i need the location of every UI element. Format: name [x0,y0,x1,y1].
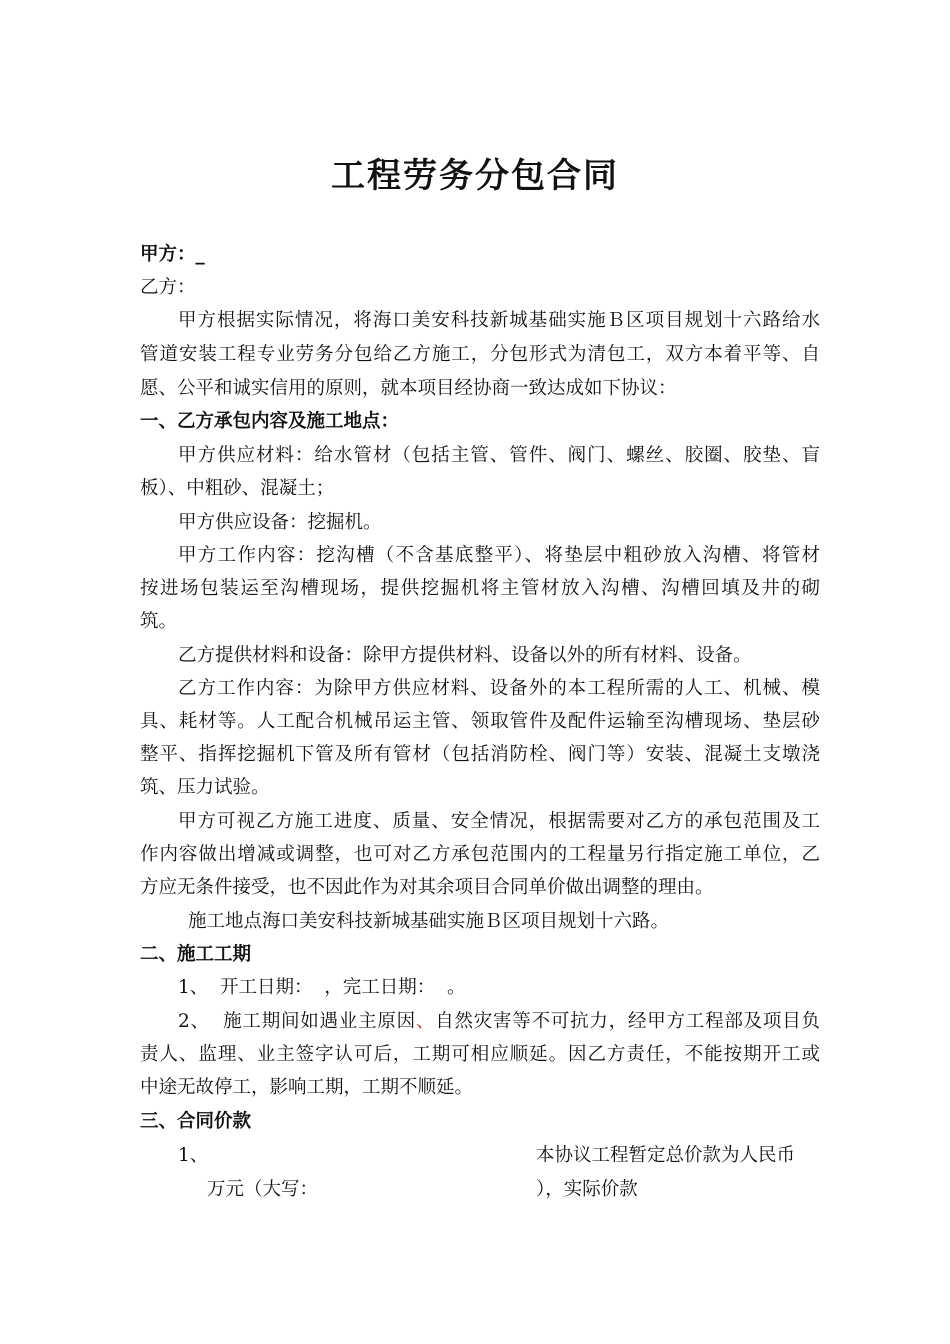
document-title: 工程劳务分包合同 [331,156,619,196]
price-unit-label: 万元（大写： [207,1179,319,1200]
price-item-text: 本协议工程暂定总价款为人民币 [536,1145,796,1166]
b-work-line-3: 整平、指挥挖掘机下管及所有管材（包括消防栓、阀门等）安装、混凝土支墩浇 [140,744,820,765]
intro-line-2: 管道安装工程专业劳务分包给乙方施工，分包形式为清包工，双方本着平等、自 [140,344,820,365]
a-materials-line-1: 甲方供应材料：给水管材（包括主管、管件、阀门、螺丝、胶圈、胶垫、盲 [178,445,820,466]
a-work-line-1: 甲方工作内容：挖沟槽（不含基底整平）、将垫层中粗砂放入沟槽、将管材 [178,545,820,566]
start-end-date-line: 1、 开工日期： ，完工日期： 。 [178,977,466,998]
a-work-line-3: 筑。 [140,611,178,632]
b-supply-line: 乙方提供材料和设备：除甲方提供材料、设备以外的所有材料、设备。 [178,645,752,666]
delay-line-1-part-b: 自然灾害等不可抗力，经甲方工程部及项目负 [435,1011,820,1032]
section-2-heading: 二、施工工期 [140,944,252,965]
a-materials-line-2: 板）、中粗砂、混凝土； [140,478,335,499]
adjust-line-2: 作内容做出增减或调整，也可对乙方承包范围内的工程量另行指定施工单位，乙 [140,844,820,865]
b-work-line-2: 具、耗材等。人工配合机械吊运主管、领取管件及配件运输至沟槽现场、垫层砂 [140,711,820,732]
delay-line-3: 中途无故停工，影响工期，工期不顺延。 [140,1077,474,1098]
a-work-line-2: 按进场包装运至沟槽现场，提供挖掘机将主管材放入沟槽、沟槽回填及井的砌 [140,578,820,599]
price-item-number: 1、 [178,1145,209,1166]
b-work-line-1: 乙方工作内容：为除甲方供应材料、设备外的本工程所需的人工、机械、模 [178,678,820,699]
delay-line-1-part-a: 2、 施工期间如遇业主原因 [178,1011,416,1032]
b-work-line-4: 筑、压力试验。 [140,777,270,798]
location-line: 施工地点海口美安科技新城基础实施Ｂ区项目规划十六路。 [188,911,670,932]
price-tail-text: ），实际价款 [536,1179,638,1200]
section-1-heading: 一、乙方承包内容及施工地点： [140,411,400,432]
section-3-heading: 三、合同价款 [140,1111,252,1132]
delay-red-mark: 、 [415,1011,436,1032]
intro-line-3: 愿、公平和诚实信用的原则，就本项目经协商一致达成如下协议： [140,378,677,399]
delay-line-1 [178,1005,820,1038]
adjust-line-3: 方应无条件接受，也不因此作为对其余项目合同单价做出调整的理由。 [140,877,714,898]
party-a-line: 甲方：_ [140,244,205,265]
a-equipment-line: 甲方供应设备：挖掘机。 [178,512,382,533]
intro-line-1: 甲方根据实际情况，将海口美安科技新城基础实施Ｂ区项目规划十六路给水 [178,310,820,331]
adjust-line-1: 甲方可视乙方施工进度、质量、安全情况，根据需要对乙方的承包范围及工 [178,811,820,832]
party-b-line: 乙方： [140,277,196,298]
delay-line-2: 责人、监理、业主签字认可后，工期可相应顺延。因乙方责任，不能按期开工或 [140,1044,820,1065]
